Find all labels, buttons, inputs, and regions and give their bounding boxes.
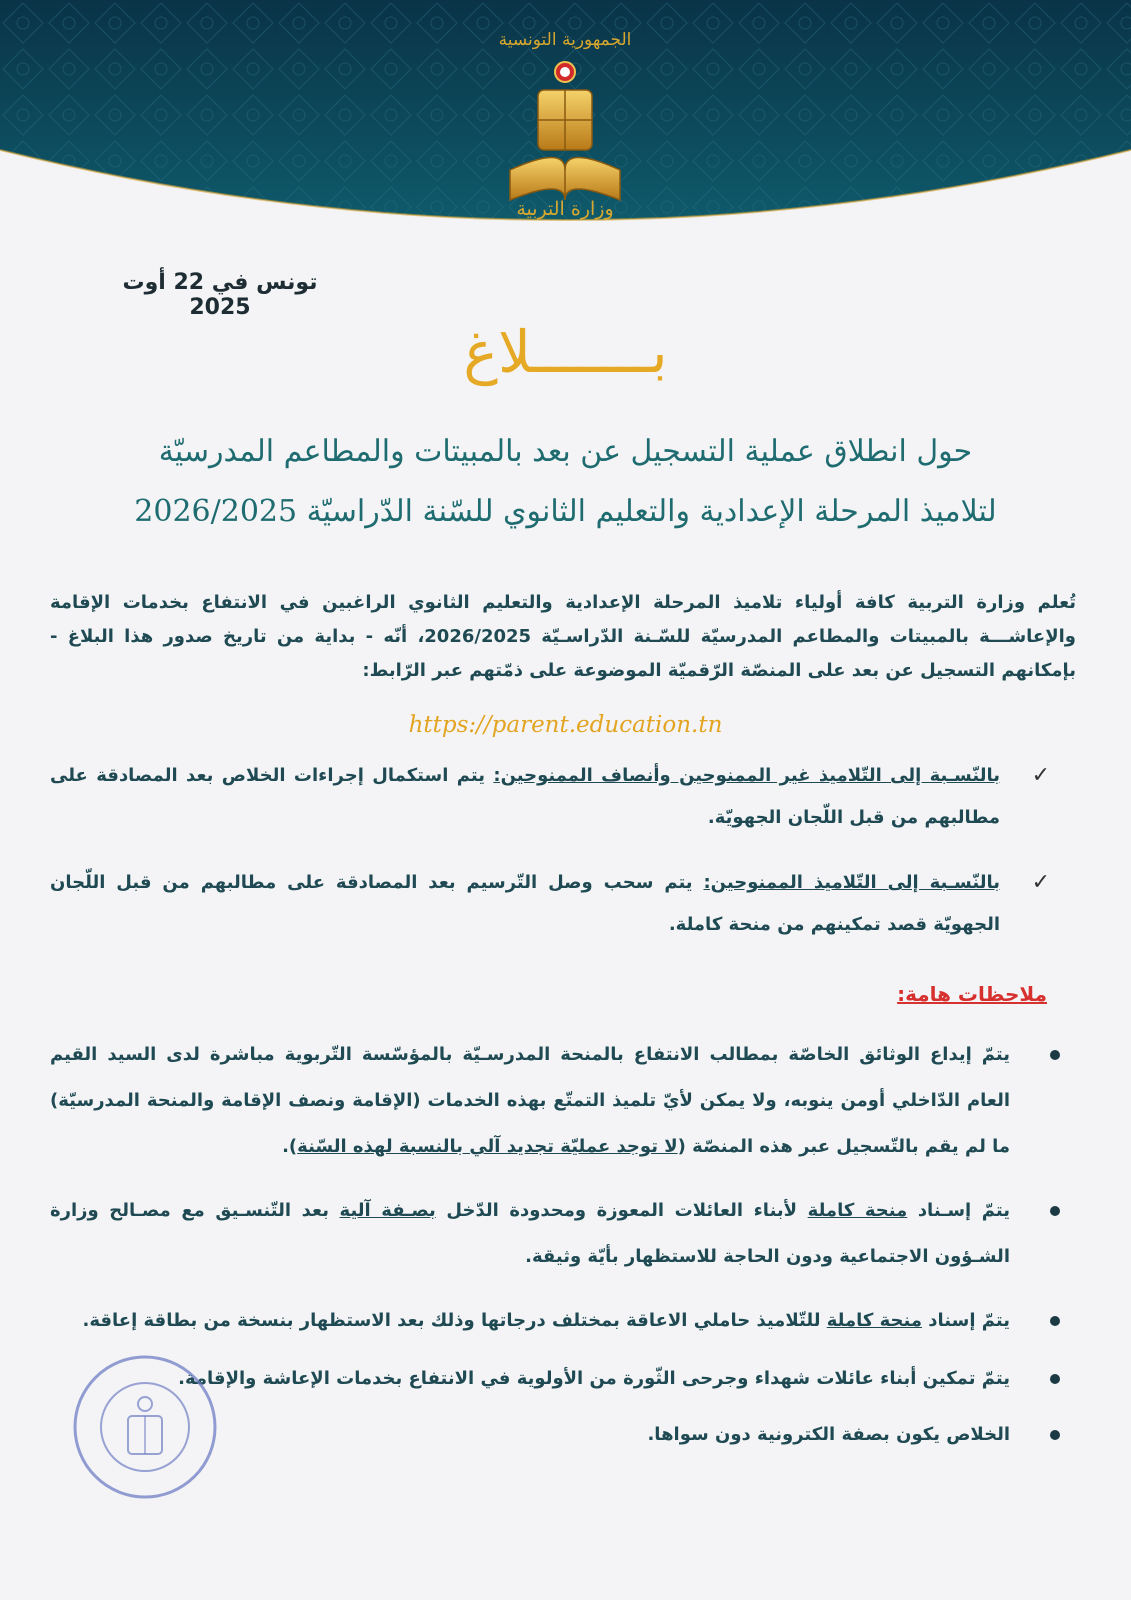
note-text: الخلاص يكون بصفة الكترونية دون سواها. [647, 1424, 1010, 1445]
svg-text:الجمهورية التونسية وزارة الترب [70, 1352, 77, 1356]
note-item-disability [50, 1298, 1060, 1344]
bullet-icon [1050, 1206, 1060, 1216]
subtitle-line-1: حول انطلاق عملية التسجيل عن بعد بالمبيتات والمطاعم المدرسيّة [158, 434, 973, 469]
check-item-text: يتم استكمال إجراءات الخلاص بعد المصادقة على مطالبهم من قبل اللّجان الجهويّة. [50, 765, 1000, 828]
bullet-icon [1050, 1374, 1060, 1384]
bullet-icon [1050, 1430, 1060, 1440]
note-text: يتمّ إسناد [922, 1310, 1010, 1331]
check-item-scholarship [50, 862, 1050, 946]
bullet-icon [1050, 1316, 1060, 1326]
stamp-ring-text [70, 1352, 77, 1356]
checkmark-icon: ✓ [1031, 763, 1050, 788]
note-underlined-text: لا توجد عمليّة تجديد آلي بالنسبة لهذه السّنة [297, 1136, 678, 1157]
note-text: لأبناء العائلات المعوزة ومحدودة الدّخل [435, 1200, 808, 1221]
stamp-seal-icon [70, 1352, 220, 1502]
note-underlined-text: منحة كاملة [807, 1200, 908, 1221]
notes-heading: ملاحظات هامة: [897, 982, 1047, 1006]
note-underlined-text: بصـفة آلية [339, 1200, 436, 1221]
emblem-icon [490, 50, 640, 220]
note-text: يتمّ إيداع الوثائق الخاصّة بمطالب الانتفاع بالمنحة المدرسـيّة بالمؤسّسة التّربوية مباشرة لدى السيد القيم العام الدّاخلي أومن ينوبه، ولا يمكن لأيّ تلميذ التمتّع بهذه الخدمات (الإقامة ونصف الإقامة والمنحة المدرسيّة) ما لم يقم بالتّسجيل عبر هذه المنصّة ( [50, 1044, 1010, 1157]
intro-paragraph: تُعلم وزارة التربية كافة أولياء تلاميذ المرحلة الإعدادية والتعليم الثانوي الراغبين في الانتفاع بخدمات الإقامة والإعاشـــة بالمبيتات والمطاعم المدرسيّة للسّـنة الدّراسـيّة 2026/2025، أنّه - بداية من تاريخ صدور هذا البلاغ - بإمكانهم التسجيل عن بعد على المنصّة الرّقميّة الموضوعة على ذمّتهم عبر الرّابط: [50, 592, 1076, 681]
registration-link[interactable]: https://parent.education.tn [408, 712, 723, 738]
note-text-end: ). [282, 1136, 298, 1157]
check-item-text: يتم سحب وصل التّرسيم بعد المصادقة على مطالبهم من قبل اللّجان الجهويّة قصد تمكينهم من منحة كاملة. [50, 872, 1000, 935]
logo-bottom-text: وزارة التربية [516, 198, 614, 220]
note-item-needy-families [50, 1188, 1060, 1280]
note-text: للتّلاميذ حاملي الاعاقة بمختلف درجاتها وذلك بعد الاستظهار بنسخة من بطاقة إعاقة. [82, 1310, 827, 1331]
subtitle-line-2: لتلاميذ المرحلة الإعدادية والتعليم الثانوي للسّنة الدّراسيّة 2026/2025 [134, 494, 997, 529]
note-underlined-text: منحة كاملة [826, 1310, 923, 1331]
document-title: بـــــــلاغ [463, 318, 668, 386]
document-date: تونس في 22 أوت 2025 [122, 270, 318, 320]
note-text: بعد التّنسـيق مع مصـالح وزارة الشـؤون الاجتماعية ودون الحاجة للاستظهار بأيّة وثيقة. [50, 1200, 1010, 1267]
note-text: يتمّ إسـناد [907, 1200, 1010, 1221]
check-item-non-scholarship [50, 755, 1050, 839]
official-stamp [70, 1352, 220, 1502]
note-text: يتمّ تمكين أبناء عائلات شهداء وجرحى الثّورة من الأولوية في الانتفاع بخدمات الإعاشة والإقامة. [178, 1368, 1010, 1389]
logo-top-text: الجمهورية التونسية [498, 30, 632, 50]
bullet-icon [1050, 1050, 1060, 1060]
check-item-lead: بالنّسـبة إلى التّلاميذ الممنوحين: [703, 872, 1001, 893]
checkmark-icon: ✓ [1031, 870, 1050, 895]
ministry-logo [490, 28, 640, 228]
check-item-lead: بالنّسـبة إلى التّلاميذ غير الممنوحين وأنصاف الممنوحين: [493, 765, 1001, 786]
note-item-documents [50, 1032, 1060, 1170]
